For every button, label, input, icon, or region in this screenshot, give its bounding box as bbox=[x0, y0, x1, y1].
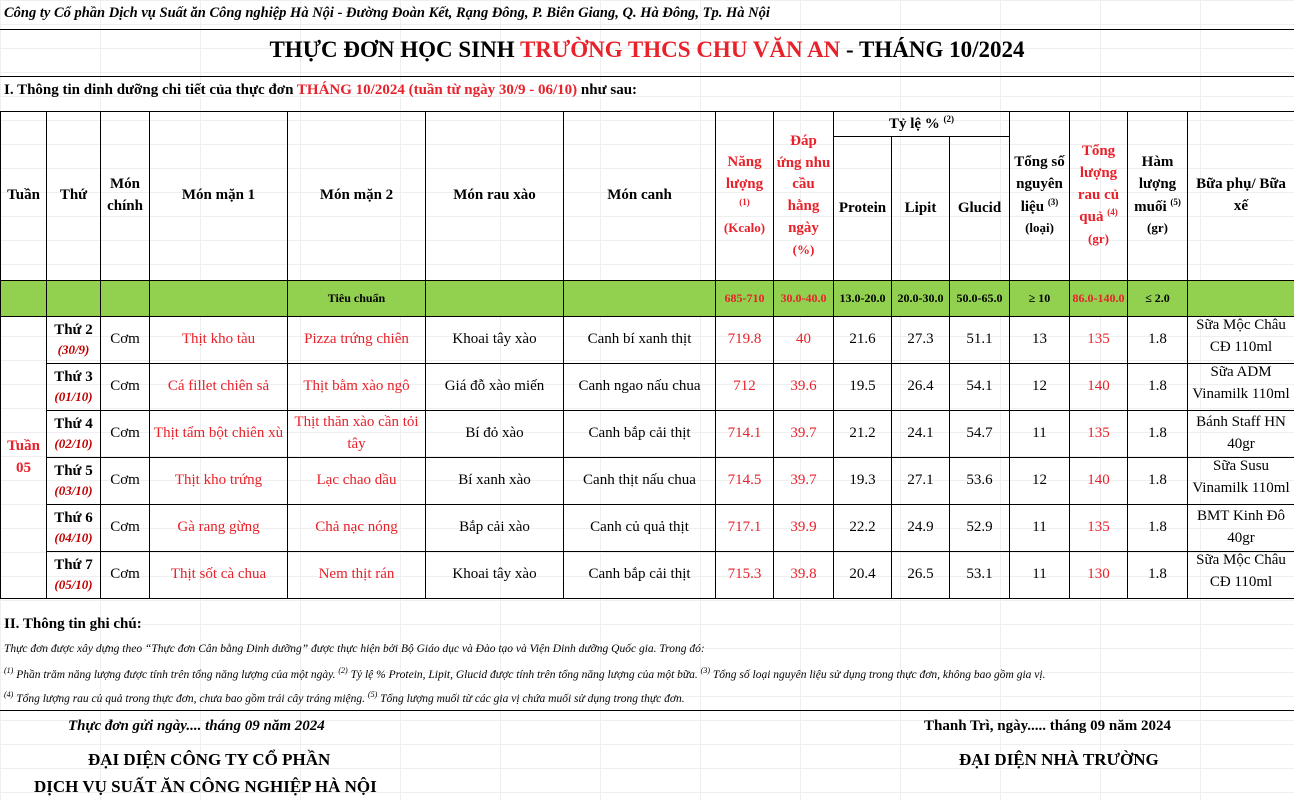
lipit-cell: 24.1 bbox=[892, 411, 950, 458]
col-veg: Món rau xào bbox=[426, 112, 564, 281]
dish2-cell: Thịt bằm xào ngô bbox=[288, 364, 426, 411]
company-representative-line1: ĐẠI DIỆN CÔNG TY CỔ PHẦN bbox=[88, 750, 331, 769]
energy-unit: (Kcalo) bbox=[723, 220, 766, 236]
title-school: TRƯỜNG THCS CHU VĂN AN bbox=[519, 37, 841, 62]
section1-heading bbox=[4, 82, 637, 99]
veg-total-cell: 140 bbox=[1070, 458, 1128, 505]
veg-cell: Bắp cải xào bbox=[426, 505, 564, 552]
standard-label: Tiêu chuẩn bbox=[288, 281, 426, 317]
divider bbox=[0, 710, 1294, 711]
snack-cell: BMT Kinh Đô 40gr bbox=[1188, 505, 1294, 552]
note3-sup: (3) bbox=[700, 666, 710, 675]
day-date: (05/10) bbox=[54, 577, 93, 593]
ingredients-cell: 11 bbox=[1010, 505, 1070, 552]
main-cell: Cơm bbox=[101, 317, 150, 364]
col-lipit: Lipit bbox=[892, 137, 950, 281]
snack-text: Sữa Susu Vinamilk 110ml bbox=[1192, 458, 1290, 496]
day-cell bbox=[47, 458, 101, 505]
energy-sup: (1) bbox=[739, 196, 750, 207]
ingredients-cell: 12 bbox=[1010, 458, 1070, 505]
table-row bbox=[1, 364, 1294, 411]
divider bbox=[0, 76, 1294, 77]
note-intro: Thực đơn được xây dựng theo “Thực đơn Cân bằng Dinh dưỡng” được thực hiện bởi Bộ Giáo dục và Đào tạo và Viện Dinh dưỡng Quốc gia. Trong đó: bbox=[4, 643, 705, 655]
note5-sup: (5) bbox=[367, 690, 378, 699]
veg-cell: Khoai tây xào bbox=[426, 317, 564, 364]
sent-date: Thực đơn gửi ngày.... tháng 09 năm 2024 bbox=[68, 718, 325, 734]
snack-text: Sữa Mộc Châu CĐ 110ml bbox=[1196, 317, 1286, 355]
veg-total-label: Tổng lượng rau củ quả bbox=[1077, 143, 1120, 226]
meet-cell: 39.8 bbox=[774, 552, 834, 599]
day-label: Thứ 5 bbox=[54, 462, 93, 479]
note5-text: Tổng lượng muối từ các gia vị chứa muối sử dụng trong thực đơn. bbox=[380, 692, 685, 705]
dish2-cell: Lạc chao dầu bbox=[288, 458, 426, 505]
standard-glucid: 50.0-65.0 bbox=[950, 281, 1010, 317]
glucid-cell: 53.6 bbox=[950, 458, 1010, 505]
ingredients-cell: 12 bbox=[1010, 364, 1070, 411]
col-ratio bbox=[834, 112, 1010, 137]
meet-unit: (%) bbox=[792, 241, 815, 257]
ratio-label: Tỷ lệ % bbox=[888, 115, 940, 132]
meet-label: Đáp ứng nhu cầu hằng ngày bbox=[776, 132, 831, 236]
day-label: Thứ 3 bbox=[54, 368, 93, 385]
veg-total-cell: 135 bbox=[1070, 317, 1128, 364]
energy-cell: 715.3 bbox=[716, 552, 774, 599]
ratio-sup: (2) bbox=[943, 113, 955, 124]
dish2-cell: Pizza trứng chiên bbox=[288, 317, 426, 364]
col-day: Thứ bbox=[47, 112, 101, 281]
soup-cell: Canh bí xanh thịt bbox=[564, 317, 716, 364]
veg-cell: Khoai tây xào bbox=[426, 552, 564, 599]
standard-ingredients: ≥ 10 bbox=[1010, 281, 1070, 317]
table-row bbox=[1, 411, 1294, 458]
snack-cell bbox=[1188, 317, 1294, 364]
note2-sup: (2) bbox=[338, 666, 348, 675]
dish2-cell: Thịt thăn xào cần tỏi tây bbox=[288, 411, 426, 458]
dish1-cell: Thịt kho tàu bbox=[150, 317, 288, 364]
dish1-cell: Gà rang gừng bbox=[150, 505, 288, 552]
day-cell bbox=[47, 317, 101, 364]
protein-cell: 19.3 bbox=[834, 458, 892, 505]
ingredients-label: Tổng số nguyên liệu bbox=[1014, 154, 1065, 215]
energy-cell: 714.1 bbox=[716, 411, 774, 458]
col-soup: Món canh bbox=[564, 112, 716, 281]
snack-cell: Bánh Staff HN 40gr bbox=[1188, 411, 1294, 458]
lipit-cell: 27.1 bbox=[892, 458, 950, 505]
col-dish1: Món mặn 1 bbox=[150, 112, 288, 281]
snack-text: Sữa ADM Vinamilk 110ml bbox=[1192, 364, 1290, 402]
salt-sup: (5) bbox=[1170, 196, 1181, 207]
salt-cell: 1.8 bbox=[1128, 411, 1188, 458]
standard-salt: ≤ 2.0 bbox=[1128, 281, 1188, 317]
salt-label: Hàm lượng muối bbox=[1134, 154, 1177, 215]
col-protein: Protein bbox=[834, 137, 892, 281]
menu-table bbox=[0, 111, 1294, 599]
title-prefix: THỰC ĐƠN HỌC SINH bbox=[269, 37, 515, 62]
main-cell: Cơm bbox=[101, 552, 150, 599]
dish2-cell: Nem thịt rán bbox=[288, 552, 426, 599]
soup-cell: Canh bắp cải thịt bbox=[564, 411, 716, 458]
protein-cell: 20.4 bbox=[834, 552, 892, 599]
veg-cell: Bí xanh xào bbox=[426, 458, 564, 505]
col-salt bbox=[1128, 112, 1188, 281]
header-row bbox=[1, 112, 1294, 137]
standard-lipit: 20.0-30.0 bbox=[892, 281, 950, 317]
dish1-cell: Thịt tẩm bột chiên xù bbox=[150, 411, 288, 458]
lipit-cell: 27.3 bbox=[892, 317, 950, 364]
dish2-cell: Chả nạc nóng bbox=[288, 505, 426, 552]
week-label: Tuần 05 bbox=[1, 317, 47, 599]
school-representative: ĐẠI DIỆN NHÀ TRƯỜNG bbox=[959, 750, 1159, 769]
ingredients-cell: 11 bbox=[1010, 411, 1070, 458]
ingredients-cell: 13 bbox=[1010, 317, 1070, 364]
dish1-cell: Thịt sốt cà chua bbox=[150, 552, 288, 599]
col-dish2: Món mặn 2 bbox=[288, 112, 426, 281]
glucid-cell: 54.1 bbox=[950, 364, 1010, 411]
meet-cell: 39.6 bbox=[774, 364, 834, 411]
ingredients-sup: (3) bbox=[1047, 196, 1059, 207]
dish1-cell: Cá fillet chiên sả bbox=[150, 364, 288, 411]
col-main: Món chính bbox=[101, 112, 150, 281]
meet-cell: 39.7 bbox=[774, 411, 834, 458]
standard-row bbox=[1, 281, 1294, 317]
divider bbox=[0, 29, 1294, 30]
company-representative-line2: DỊCH VỤ SUẤT ĂN CÔNG NGHIỆP HÀ NỘI bbox=[34, 777, 377, 796]
day-cell bbox=[47, 411, 101, 458]
day-label: Thứ 2 bbox=[54, 321, 93, 338]
day-label: Thứ 7 bbox=[54, 556, 93, 573]
salt-cell: 1.8 bbox=[1128, 317, 1188, 364]
note1-text: Phần trăm năng lượng được tính trên tổng năng lượng của một ngày. bbox=[16, 668, 336, 681]
note4-sup: (4) bbox=[4, 690, 14, 699]
meet-cell: 40 bbox=[774, 317, 834, 364]
col-meet bbox=[774, 112, 834, 281]
soup-cell: Canh thịt nấu chua bbox=[564, 458, 716, 505]
standard-energy: 685-710 bbox=[716, 281, 774, 317]
glucid-cell: 54.7 bbox=[950, 411, 1010, 458]
standard-veg-total: 86.0-140.0 bbox=[1070, 281, 1128, 317]
snack-cell bbox=[1188, 552, 1294, 599]
main-cell: Cơm bbox=[101, 411, 150, 458]
section1-highlight: THÁNG 10/2024 (tuần từ ngày 30/9 - 06/10) bbox=[296, 82, 578, 98]
day-cell bbox=[47, 552, 101, 599]
energy-cell: 717.1 bbox=[716, 505, 774, 552]
note2-text: Tỷ lệ % Protein, Lipit, Glucid được tính trên tổng năng lượng của một bữa. bbox=[350, 668, 698, 681]
protein-cell: 22.2 bbox=[834, 505, 892, 552]
note4-text: Tổng lượng rau củ quả trong thực đơn, chưa bao gồm trái cây tráng miệng. bbox=[16, 692, 366, 705]
lipit-cell: 26.4 bbox=[892, 364, 950, 411]
col-energy bbox=[716, 112, 774, 281]
day-date: (01/10) bbox=[54, 389, 93, 405]
ingredients-unit: (loại) bbox=[1025, 220, 1054, 236]
place-date: Thanh Trì, ngày..... tháng 09 năm 2024 bbox=[924, 718, 1172, 734]
day-label: Thứ 6 bbox=[54, 509, 93, 526]
section1-suffix: như sau: bbox=[580, 82, 638, 98]
energy-label: Năng lượng bbox=[725, 154, 764, 192]
protein-cell: 19.5 bbox=[834, 364, 892, 411]
day-date: (03/10) bbox=[54, 483, 93, 499]
main-cell: Cơm bbox=[101, 505, 150, 552]
day-cell bbox=[47, 364, 101, 411]
table-row bbox=[1, 505, 1294, 552]
col-ingredients bbox=[1010, 112, 1070, 281]
main-cell: Cơm bbox=[101, 364, 150, 411]
page-title bbox=[0, 37, 1294, 63]
energy-cell: 714.5 bbox=[716, 458, 774, 505]
energy-cell: 719.8 bbox=[716, 317, 774, 364]
company-address: Công ty Cổ phần Dịch vụ Suất ăn Công nghiệp Hà Nội - Đường Đoàn Kết, Rạng Đông, P. Biên Giang, Q. Hà Đông, Tp. Hà Nội bbox=[4, 5, 770, 21]
soup-cell: Canh củ quả thịt bbox=[564, 505, 716, 552]
veg-total-cell: 135 bbox=[1070, 411, 1128, 458]
meet-cell: 39.7 bbox=[774, 458, 834, 505]
note3-text: Tổng số loại nguyên liệu sử dụng trong thực đơn, không bao gồm gia vị. bbox=[712, 668, 1046, 681]
table-row bbox=[1, 552, 1294, 599]
salt-cell: 1.8 bbox=[1128, 364, 1188, 411]
salt-cell: 1.8 bbox=[1128, 552, 1188, 599]
ingredients-cell: 11 bbox=[1010, 552, 1070, 599]
salt-cell: 1.8 bbox=[1128, 458, 1188, 505]
veg-total-cell: 135 bbox=[1070, 505, 1128, 552]
salt-unit: (gr) bbox=[1147, 220, 1168, 236]
note-line-1 bbox=[4, 666, 1045, 681]
protein-cell: 21.2 bbox=[834, 411, 892, 458]
note-line-2 bbox=[4, 690, 685, 705]
snack-cell bbox=[1188, 364, 1294, 411]
standard-protein: 13.0-20.0 bbox=[834, 281, 892, 317]
veg-cell: Giá đỗ xào miến bbox=[426, 364, 564, 411]
glucid-cell: 52.9 bbox=[950, 505, 1010, 552]
day-cell bbox=[47, 505, 101, 552]
table-row bbox=[1, 458, 1294, 505]
section2-heading: II. Thông tin ghi chú: bbox=[4, 616, 142, 632]
veg-total-cell: 130 bbox=[1070, 552, 1128, 599]
day-date: (02/10) bbox=[54, 436, 93, 452]
col-glucid: Glucid bbox=[950, 137, 1010, 281]
snack-text: Sữa Mộc Châu CĐ 110ml bbox=[1196, 552, 1286, 590]
section1-prefix: I. Thông tin dinh dưỡng chi tiết của thực đơn bbox=[4, 82, 294, 98]
veg-cell: Bí đỏ xào bbox=[426, 411, 564, 458]
snack-cell bbox=[1188, 458, 1294, 505]
main-cell: Cơm bbox=[101, 458, 150, 505]
veg-total-cell: 140 bbox=[1070, 364, 1128, 411]
veg-total-sup: (4) bbox=[1107, 207, 1118, 218]
day-date: (30/9) bbox=[57, 342, 90, 358]
title-suffix: - THÁNG 10/2024 bbox=[846, 37, 1025, 62]
day-date: (04/10) bbox=[54, 530, 93, 546]
meet-cell: 39.9 bbox=[774, 505, 834, 552]
glucid-cell: 53.1 bbox=[950, 552, 1010, 599]
col-week: Tuần bbox=[1, 112, 47, 281]
veg-total-unit: (gr) bbox=[1088, 231, 1109, 247]
energy-cell: 712 bbox=[716, 364, 774, 411]
table-row bbox=[1, 317, 1294, 364]
salt-cell: 1.8 bbox=[1128, 505, 1188, 552]
dish1-cell: Thịt kho trứng bbox=[150, 458, 288, 505]
soup-cell: Canh ngao nấu chua bbox=[564, 364, 716, 411]
standard-meet: 30.0-40.0 bbox=[774, 281, 834, 317]
protein-cell: 21.6 bbox=[834, 317, 892, 364]
day-label: Thứ 4 bbox=[54, 415, 93, 432]
lipit-cell: 26.5 bbox=[892, 552, 950, 599]
lipit-cell: 24.9 bbox=[892, 505, 950, 552]
note1-sup: (1) bbox=[4, 666, 14, 675]
col-snack: Bữa phụ/ Bữa xế bbox=[1188, 112, 1294, 281]
soup-cell: Canh bắp cải thịt bbox=[564, 552, 716, 599]
glucid-cell: 51.1 bbox=[950, 317, 1010, 364]
col-veg-total bbox=[1070, 112, 1128, 281]
